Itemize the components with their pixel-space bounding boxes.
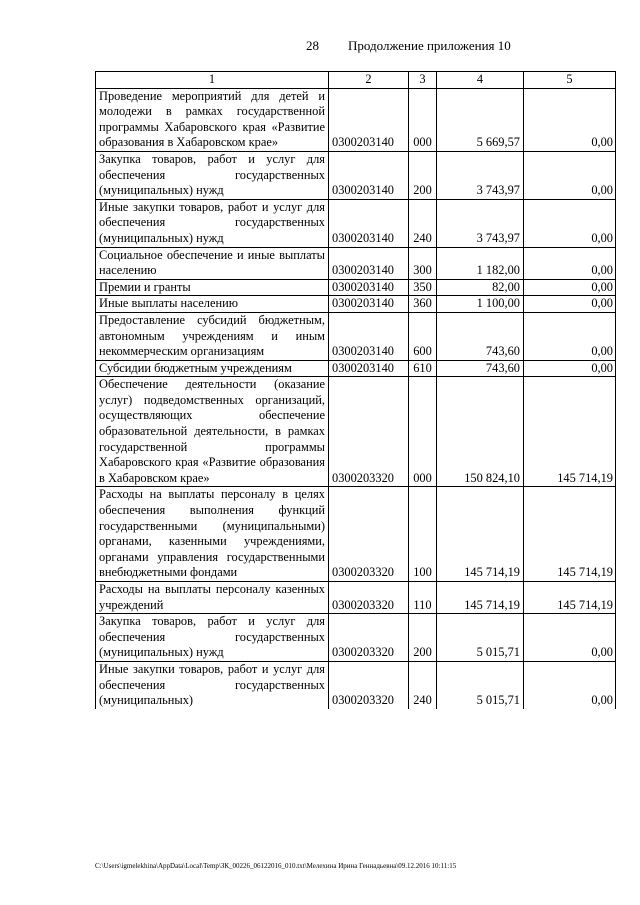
table-row (96, 199, 616, 247)
expense-type-cell: 600 (409, 312, 437, 360)
column-header: 2 (329, 72, 409, 89)
target-code-cell: 0300203140 (329, 360, 409, 377)
amount-cell: 0,00 (524, 151, 616, 199)
expense-type-cell: 360 (409, 296, 437, 313)
amount-cell: 0,00 (524, 88, 616, 151)
target-code-cell: 0300203140 (329, 199, 409, 247)
expense-type-cell: 000 (409, 377, 437, 487)
budget-table (95, 71, 616, 709)
amount-cell: 743,60 (437, 312, 524, 360)
target-code-cell: 0300203140 (329, 151, 409, 199)
table-row (96, 661, 616, 708)
target-code-cell: 0300203140 (329, 88, 409, 151)
amount-cell: 0,00 (524, 279, 616, 296)
expense-name-cell: Расходы на выплаты персоналу в целях обеспечения выполнения функций государственными (муниципальными) органами, казенными учреждениями, органами управления государственными внебюджетными фондами (96, 487, 329, 582)
amount-cell: 743,60 (437, 360, 524, 377)
amount-cell: 145 714,19 (437, 582, 524, 614)
target-code-cell: 0300203320 (329, 614, 409, 662)
table-row (96, 360, 616, 377)
expense-name-cell: Социальное обеспечение и иные выплаты населению (96, 247, 329, 279)
target-code-cell: 0300203140 (329, 247, 409, 279)
target-code-cell: 0300203320 (329, 377, 409, 487)
expense-name-cell: Иные выплаты населению (96, 296, 329, 313)
expense-name-cell: Проведение мероприятий для детей и молодежи в рамках государственной программы Хабаровского края «Развитие образования в Хабаровском крае» (96, 88, 329, 151)
amount-cell: 0,00 (524, 247, 616, 279)
amount-cell: 5 669,57 (437, 88, 524, 151)
expense-name-cell: Предоставление субсидий бюджетным, автономным учреждениям и иным некоммерческим организациям (96, 312, 329, 360)
target-code-cell: 0300203140 (329, 296, 409, 313)
amount-cell: 82,00 (437, 279, 524, 296)
table-header-row (96, 72, 616, 89)
amount-cell: 1 100,00 (437, 296, 524, 313)
expense-name-cell: Субсидии бюджетным учреждениям (96, 360, 329, 377)
file-path-footer: C:\Users\igmelekhina\AppData\Local\Temp\ЗК_00226_06122016_010.txt\Мелехина Ирина Геннадьевна\09.12.2016 10:11:15 (95, 862, 457, 870)
amount-cell: 1 182,00 (437, 247, 524, 279)
amount-cell: 145 714,19 (524, 487, 616, 582)
amount-cell: 3 743,97 (437, 151, 524, 199)
expense-name-cell: Иные закупки товаров, работ и услуг для обеспечения государственных (муниципальных) (96, 661, 329, 708)
expense-type-cell: 000 (409, 88, 437, 151)
amount-cell: 0,00 (524, 199, 616, 247)
amount-cell: 0,00 (524, 312, 616, 360)
target-code-cell: 0300203140 (329, 312, 409, 360)
table-row (96, 312, 616, 360)
expense-type-cell: 100 (409, 487, 437, 582)
target-code-cell: 0300203140 (329, 279, 409, 296)
expense-type-cell: 610 (409, 360, 437, 377)
expense-name-cell: Иные закупки товаров, работ и услуг для обеспечения государственных (муниципальных) нужд (96, 199, 329, 247)
expense-type-cell: 200 (409, 614, 437, 662)
target-code-cell: 0300203320 (329, 582, 409, 614)
continuation-title: Продолжение приложения 10 (348, 38, 511, 53)
amount-cell: 5 015,71 (437, 661, 524, 708)
expense-name-cell: Расходы на выплаты персоналу казенных учреждений (96, 582, 329, 614)
amount-cell: 145 714,19 (524, 582, 616, 614)
table-row (96, 151, 616, 199)
amount-cell: 0,00 (524, 614, 616, 662)
column-header: 5 (524, 72, 616, 89)
expense-type-cell: 350 (409, 279, 437, 296)
expense-name-cell: Закупка товаров, работ и услуг для обеспечения государственных (муниципальных) нужд (96, 151, 329, 199)
target-code-cell: 0300203320 (329, 487, 409, 582)
expense-type-cell: 240 (409, 199, 437, 247)
table-row (96, 487, 616, 582)
table-row (96, 88, 616, 151)
table-row (96, 582, 616, 614)
table-row (96, 614, 616, 662)
column-header: 1 (96, 72, 329, 89)
column-header: 3 (409, 72, 437, 89)
target-code-cell: 0300203320 (329, 661, 409, 708)
amount-cell: 0,00 (524, 360, 616, 377)
page-number: 28 (306, 38, 319, 53)
table-row (96, 279, 616, 296)
expense-type-cell: 240 (409, 661, 437, 708)
column-header: 4 (437, 72, 524, 89)
amount-cell: 0,00 (524, 661, 616, 708)
expense-name-cell: Закупка товаров, работ и услуг для обеспечения государственных (муниципальных) нужд (96, 614, 329, 662)
page-header (0, 38, 640, 58)
amount-cell: 150 824,10 (437, 377, 524, 487)
table-row (96, 296, 616, 313)
expense-type-cell: 110 (409, 582, 437, 614)
amount-cell: 3 743,97 (437, 199, 524, 247)
expense-name-cell: Обеспечение деятельности (оказание услуг) подведомственных организаций, осуществляющих обеспечение образовательной деятельности, в рамках государственной программы Хабаровского края «Развитие образования в Хабаровском крае» (96, 377, 329, 487)
table-row (96, 247, 616, 279)
amount-cell: 0,00 (524, 296, 616, 313)
expense-name-cell: Премии и гранты (96, 279, 329, 296)
amount-cell: 5 015,71 (437, 614, 524, 662)
amount-cell: 145 714,19 (437, 487, 524, 582)
expense-type-cell: 200 (409, 151, 437, 199)
amount-cell: 145 714,19 (524, 377, 616, 487)
expense-type-cell: 300 (409, 247, 437, 279)
table-row (96, 377, 616, 487)
